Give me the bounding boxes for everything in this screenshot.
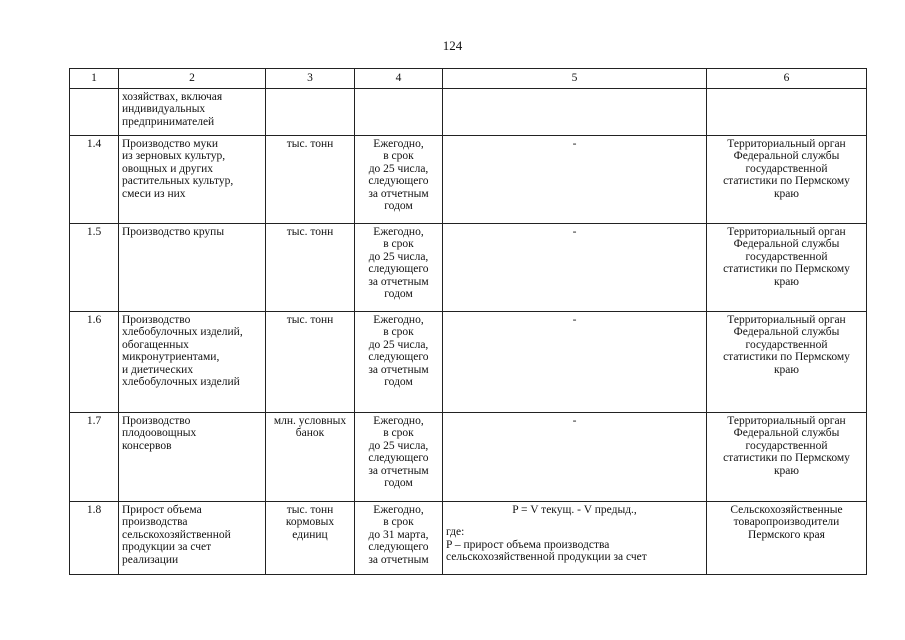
formula: P = V текущ. - V предыд., bbox=[512, 504, 637, 516]
data-source bbox=[707, 89, 867, 136]
column-header-3: 3 bbox=[266, 69, 355, 89]
indicator-name: Прирост объема производства сельскохозяйственной продукции за счет реализации bbox=[119, 502, 266, 575]
unit-of-measure bbox=[266, 89, 355, 136]
calculation-method: - bbox=[443, 224, 707, 312]
reporting-period: Ежегодно, в срок до 25 числа, следующего за отчетным годом bbox=[355, 136, 443, 224]
row-number: 1.6 bbox=[70, 312, 119, 413]
unit-of-measure: тыс. тонн bbox=[266, 224, 355, 312]
calculation-method: - bbox=[443, 413, 707, 502]
unit-of-measure: млн. условных банок bbox=[266, 413, 355, 502]
column-header-5: 5 bbox=[443, 69, 707, 89]
table-row bbox=[70, 89, 867, 136]
indicator-name: Производство муки из зерновых культур, овощных и других растительных культур, смеси из них bbox=[119, 136, 266, 224]
table-row bbox=[70, 502, 867, 575]
column-header-1: 1 bbox=[70, 69, 119, 89]
reporting-period: Ежегодно, в срок до 25 числа, следующего за отчетным годом bbox=[355, 413, 443, 502]
page-number: 124 bbox=[442, 38, 463, 53]
header-row bbox=[70, 69, 867, 89]
data-source: Территориальный орган Федеральной службы государственной статистики по Пермскому краю bbox=[707, 224, 867, 312]
unit-of-measure: тыс. тонн кормовых единиц bbox=[266, 502, 355, 575]
data-source: Территориальный орган Федеральной службы государственной статистики по Пермскому краю bbox=[707, 136, 867, 224]
reporting-period: Ежегодно, в срок до 31 марта, следующего за отчетным bbox=[355, 502, 443, 575]
indicator-name: Производство плодоовощных консервов bbox=[119, 413, 266, 502]
calculation-method: - bbox=[443, 312, 707, 413]
indicator-name: Производство крупы bbox=[119, 224, 266, 312]
reporting-period bbox=[355, 89, 443, 136]
column-header-2: 2 bbox=[119, 69, 266, 89]
column-header-6: 6 bbox=[707, 69, 867, 89]
row-number: 1.8 bbox=[70, 502, 119, 575]
reporting-period: Ежегодно, в срок до 25 числа, следующего за отчетным годом bbox=[355, 224, 443, 312]
table-row bbox=[70, 413, 867, 502]
calculation-method bbox=[443, 502, 707, 575]
calculation-method: - bbox=[443, 136, 707, 224]
formula-where-label: где: bbox=[446, 526, 465, 539]
indicator-name: Производство хлебобулочных изделий, обогащенных микронутриентами, и диетических хлебобулочных изделий bbox=[119, 312, 266, 413]
row-number: 1.5 bbox=[70, 224, 119, 312]
column-header-4: 4 bbox=[355, 69, 443, 89]
calculation-method bbox=[443, 89, 707, 136]
indicator-name: хозяйствах, включая индивидуальных предпринимателей bbox=[119, 89, 266, 136]
indicator-table bbox=[69, 68, 867, 575]
table-row bbox=[70, 136, 867, 224]
data-source: Территориальный орган Федеральной службы государственной статистики по Пермскому краю bbox=[707, 413, 867, 502]
table-row bbox=[70, 312, 867, 413]
row-number: 1.7 bbox=[70, 413, 119, 502]
data-source: Сельскохозяйственные товаропроизводители Пермского края bbox=[707, 502, 867, 575]
formula-explanation: P – прирост объема производства сельскохозяйственной продукции за счет bbox=[446, 538, 647, 564]
table-row bbox=[70, 224, 867, 312]
row-number bbox=[70, 89, 119, 136]
unit-of-measure: тыс. тонн bbox=[266, 312, 355, 413]
reporting-period: Ежегодно, в срок до 25 числа, следующего за отчетным годом bbox=[355, 312, 443, 413]
data-source: Территориальный орган Федеральной службы государственной статистики по Пермскому краю bbox=[707, 312, 867, 413]
row-number: 1.4 bbox=[70, 136, 119, 224]
unit-of-measure: тыс. тонн bbox=[266, 136, 355, 224]
